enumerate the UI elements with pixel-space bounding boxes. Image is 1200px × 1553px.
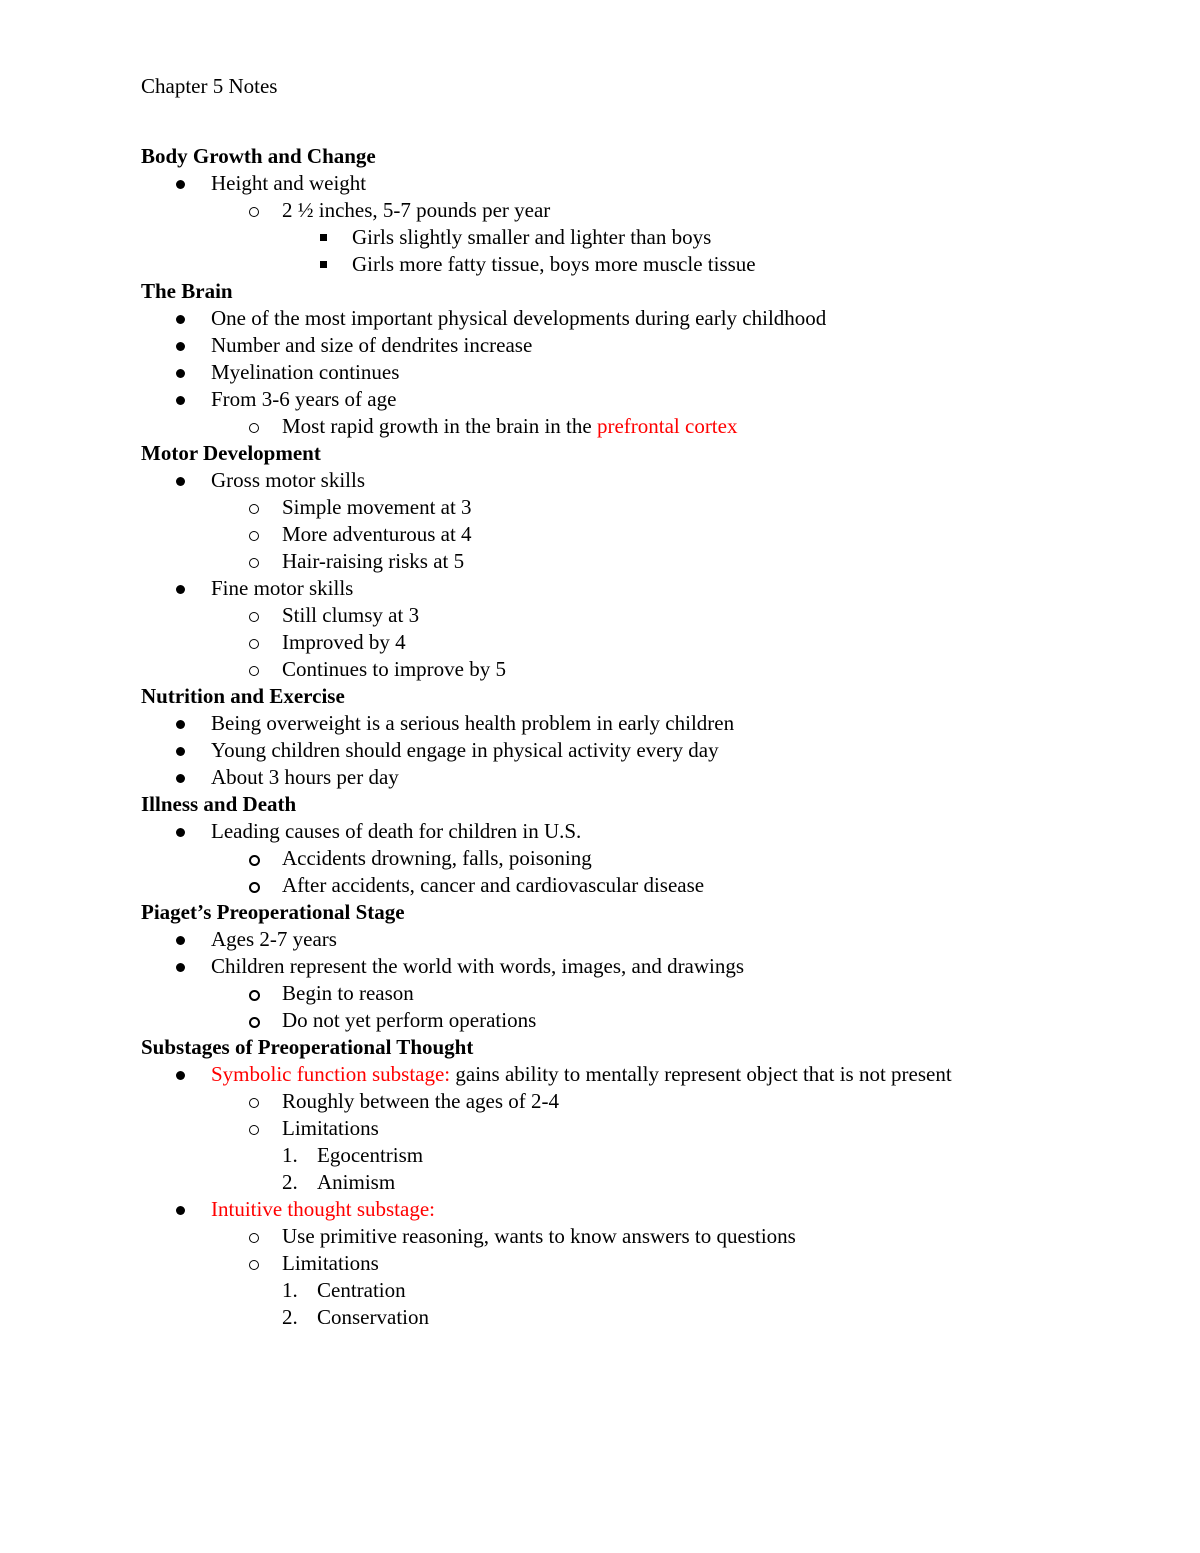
list-item [141,953,1151,980]
bullet-disc-icon [176,774,185,783]
section-heading: Motor Development [141,441,321,465]
list-item [141,494,1151,521]
list-item-text: Girls slightly smaller and lighter than boys [352,225,712,249]
section-body-growth [141,143,1151,278]
document-title: Chapter 5 Notes [141,74,278,98]
bullet-circle-icon [249,666,259,676]
numbered-item [141,1277,1151,1304]
list-item-text: 2 ½ inches, 5-7 pounds per year [282,198,551,222]
list-item-text: Do not yet perform operations [282,1008,537,1032]
rapid-growth-text: Most rapid growth in the brain in the [282,414,597,438]
list-item [141,1088,1151,1115]
list-item-text: Leading causes of death for children in U.S. [211,819,582,843]
list-item-text: From 3-6 years of age [211,387,397,411]
list-item-text [282,413,737,440]
bullet-disc-icon [176,1206,185,1215]
bullet-circle-icon [249,882,260,893]
list-item [141,1223,1151,1250]
bullet-circle-icon [249,639,259,649]
section-heading: Body Growth and Change [141,144,376,168]
bullet-disc-icon [176,585,185,594]
bullet-circle-icon [249,504,259,514]
bullet-circle-icon [249,855,260,866]
bullet-disc-icon [176,369,185,378]
list-item [141,170,1151,197]
section-illness [141,791,1151,899]
bullet-circle-icon [249,558,259,568]
list-item-text: Being overweight is a serious health problem in early children [211,711,735,735]
list-item [141,413,1151,440]
list-item-text: Limitations [282,1116,379,1140]
bullet-disc-icon [176,747,185,756]
list-item-text: About 3 hours per day [211,765,399,789]
list-item [141,737,1151,764]
list-item [141,197,1151,224]
bullet-square-icon [320,234,327,241]
list-item-text: Use primitive reasoning, wants to know answers to questions [282,1224,796,1248]
list-item-text: Continues to improve by 5 [282,657,506,681]
list-item-text: Simple movement at 3 [282,495,472,519]
list-item-text: Girls more fatty tissue, boys more muscle tissue [352,252,756,276]
bullet-circle-icon [249,1098,259,1108]
list-item [141,467,1151,494]
bullet-disc-icon [176,315,185,324]
list-item [141,1250,1151,1277]
list-item-text: Still clumsy at 3 [282,603,420,627]
bullet-circle-icon [249,1233,259,1243]
highlighted-term: Intuitive thought substage: [211,1197,435,1221]
document-body [141,143,1151,1331]
section-heading: Piaget’s Preoperational Stage [141,900,405,924]
section-heading: Illness and Death [141,792,297,816]
bullet-square-icon [320,261,327,268]
list-item-text: One of the most important physical developments during early childhood [211,306,827,330]
list-item [141,1115,1151,1142]
list-item-text: Centration [317,1278,406,1302]
item-number: 2. [282,1170,298,1194]
section-heading: Substages of Preoperational Thought [141,1035,474,1059]
section-nutrition [141,683,1151,791]
list-item-text: After accidents, cancer and cardiovascular disease [282,873,705,897]
list-item [141,1007,1151,1034]
list-item [141,764,1151,791]
list-item [141,305,1151,332]
bullet-disc-icon [176,936,185,945]
bullet-circle-icon [249,423,259,433]
list-item [141,656,1151,683]
bullet-disc-icon [176,396,185,405]
bullet-disc-icon [176,1071,185,1080]
list-item [141,521,1151,548]
definition-text: gains ability to mentally represent object that is not present [450,1062,952,1086]
bullet-circle-icon [249,1260,259,1270]
list-item [141,224,1151,251]
list-item-text: Conservation [317,1305,429,1329]
bullet-disc-icon [176,828,185,837]
list-item [141,629,1151,656]
list-item-text: Gross motor skills [211,468,366,492]
list-item-text: Fine motor skills [211,576,354,600]
bullet-circle-icon [249,207,259,217]
list-item-text: Ages 2-7 years [211,927,337,951]
list-item-text: Height and weight [211,171,367,195]
bullet-circle-icon [249,1017,260,1028]
bullet-circle-icon [249,531,259,541]
bullet-disc-icon [176,342,185,351]
bullet-circle-icon [249,612,259,622]
section-substages [141,1034,1151,1331]
list-item-text: Begin to reason [282,981,414,1005]
bullet-circle-icon [249,1125,259,1135]
list-item-text: Improved by 4 [282,630,406,654]
bullet-disc-icon [176,477,185,486]
section-piaget [141,899,1151,1034]
list-item-text: Myelination continues [211,360,400,384]
list-item [141,332,1151,359]
numbered-item [141,1169,1151,1196]
list-item-text: Egocentrism [317,1143,424,1167]
list-item [141,575,1151,602]
list-item-text: Hair-raising risks at 5 [282,549,465,573]
bullet-disc-icon [176,963,185,972]
list-item [141,818,1151,845]
section-heading: The Brain [141,279,233,303]
highlighted-term: prefrontal cortex [596,414,738,438]
item-number: 1. [282,1143,298,1167]
list-item [141,359,1151,386]
list-item-text: Accidents drowning, falls, poisoning [282,846,592,870]
item-number: 2. [282,1305,298,1329]
section-motor [141,440,1151,683]
list-item [141,602,1151,629]
numbered-item [141,1142,1151,1169]
bullet-disc-icon [176,720,185,729]
list-item-text [211,1061,952,1088]
list-item-text: Limitations [282,1251,379,1275]
highlighted-term: Symbolic function substage: [211,1062,451,1086]
list-item-text: Number and size of dendrites increase [211,333,533,357]
section-brain [141,278,1151,440]
list-item [141,980,1151,1007]
list-item-text: More adventurous at 4 [282,522,472,546]
list-item [141,1061,1151,1088]
section-heading: Nutrition and Exercise [141,684,345,708]
list-item [141,872,1151,899]
bullet-circle-icon [249,990,260,1001]
numbered-item [141,1304,1151,1331]
list-item-text: Roughly between the ages of 2-4 [282,1089,560,1113]
list-item [141,548,1151,575]
list-item-text: Animism [317,1170,396,1194]
list-item-text: Young children should engage in physical activity every day [211,738,719,762]
list-item [141,251,1151,278]
list-item [141,926,1151,953]
list-item-text: Children represent the world with words, images, and drawings [211,954,745,978]
list-item [141,386,1151,413]
list-item [141,845,1151,872]
list-item [141,1196,1151,1223]
list-item [141,710,1151,737]
bullet-disc-icon [176,180,185,189]
item-number: 1. [282,1278,298,1302]
